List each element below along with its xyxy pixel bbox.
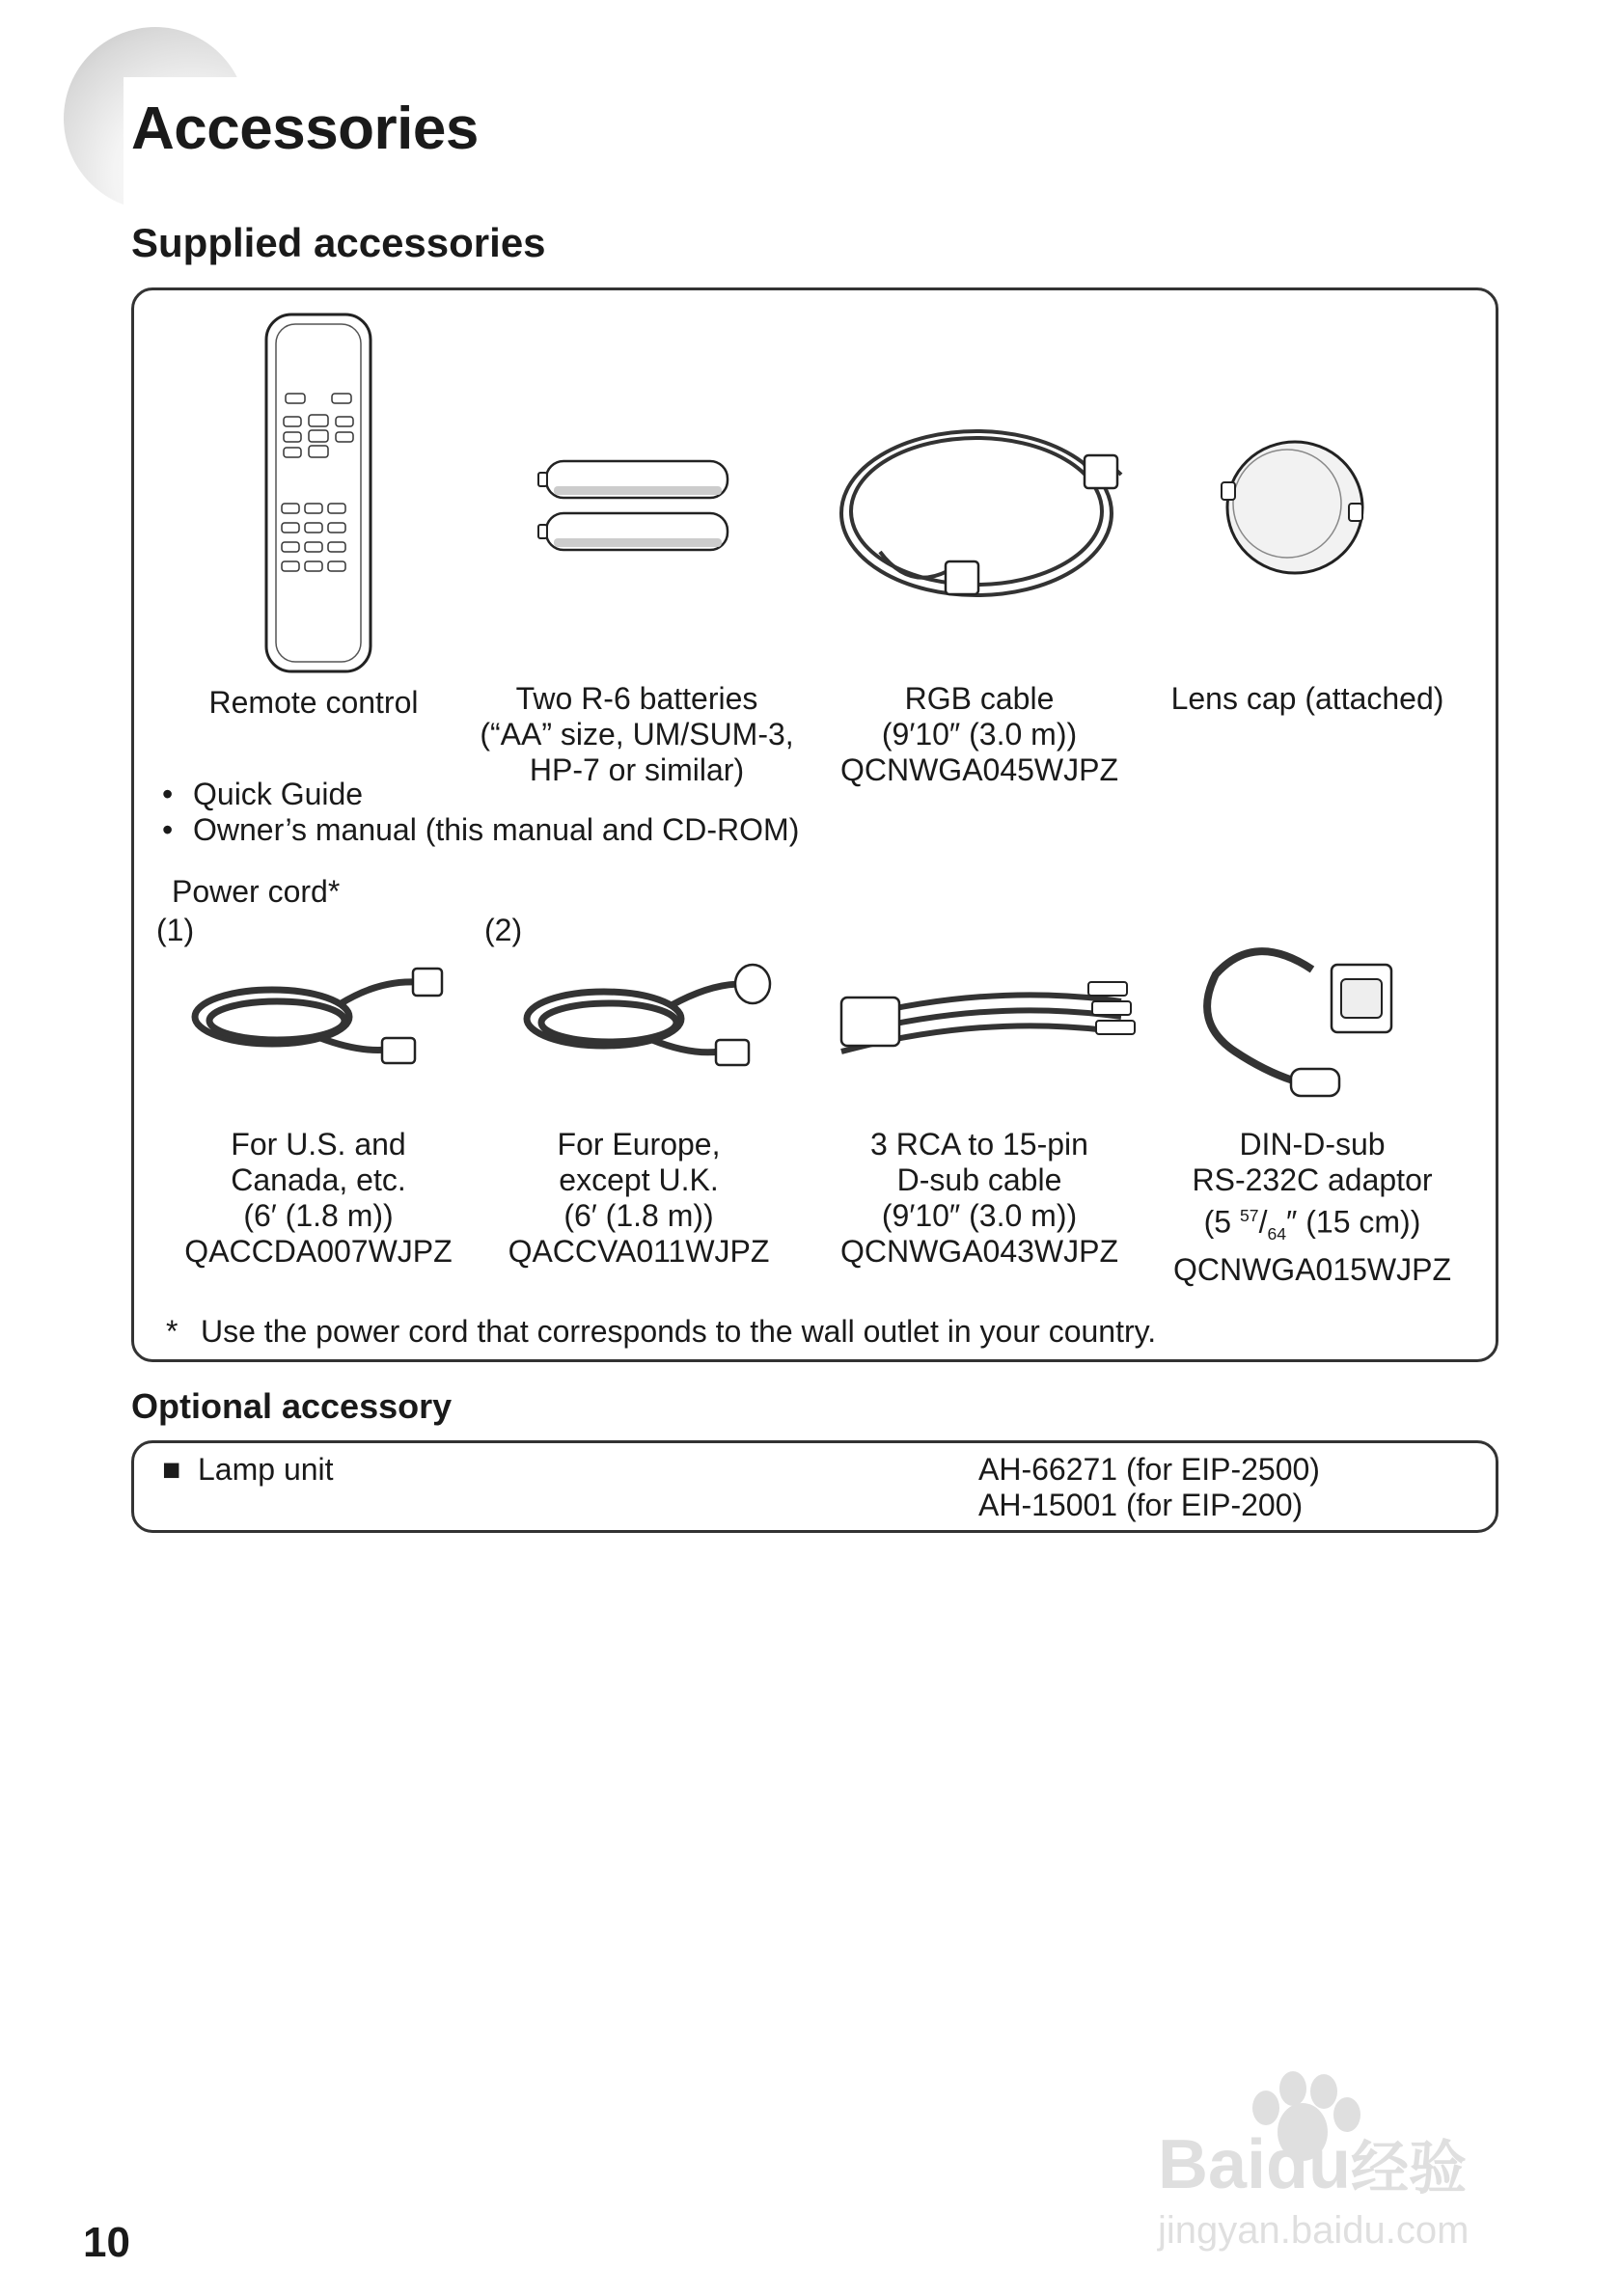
caption-line: RGB cable xyxy=(904,681,1055,716)
remote-control-icon xyxy=(261,311,376,677)
caption-line: HP-7 or similar) xyxy=(529,752,745,787)
caption-line xyxy=(1153,1198,1471,1252)
power-cord-eu-icon xyxy=(517,955,778,1080)
caption-line: For Europe, xyxy=(557,1127,721,1162)
caption-line: (6′ (1.8 m)) xyxy=(563,1198,714,1233)
caption-line: DIN-D-sub xyxy=(1239,1127,1386,1162)
footnote: Use the power cord that corresponds to the wall outlet in your country. xyxy=(201,1314,1157,1349)
lens-cap-caption xyxy=(1153,681,1462,717)
optional-bullet: ■ xyxy=(162,1452,181,1487)
lens-cap-icon xyxy=(1218,434,1372,579)
caption-line: QCNWGA045WJPZ xyxy=(839,752,1119,787)
optional-item: Lamp unit xyxy=(198,1452,334,1487)
caption-line: (9′10″ (3.0 m)) xyxy=(881,717,1078,752)
list-item: • Quick Guide xyxy=(158,777,799,812)
caption-line: RS-232C adaptor xyxy=(1192,1162,1433,1197)
caption-line: (6′ (1.8 m)) xyxy=(243,1198,394,1233)
remote-control-caption xyxy=(188,685,439,721)
watermark-url: jingyan.baidu.com xyxy=(1158,2209,1470,2252)
fraction-denominator: 64 xyxy=(1267,1224,1287,1244)
caption-line: QACCVA011WJPZ xyxy=(508,1234,770,1269)
list-item: • Owner’s manual (this manual and CD-ROM) xyxy=(158,812,799,848)
din-adaptor-icon xyxy=(1196,926,1428,1109)
rca-cable-icon xyxy=(832,969,1150,1075)
caption-line: 3 RCA to 15-pin xyxy=(870,1127,1088,1162)
cord-2-label: (2) xyxy=(484,913,523,947)
caption-line: D-sub cable xyxy=(896,1162,1062,1197)
fraction-numerator: 57 xyxy=(1239,1206,1259,1225)
watermark xyxy=(1158,2064,1544,2257)
fraction-slash: / xyxy=(1258,1204,1268,1240)
power-cord-eu-caption xyxy=(484,1127,793,1270)
page-title: Accessories xyxy=(131,96,479,162)
din-adaptor-caption xyxy=(1153,1127,1471,1288)
watermark-text: du xyxy=(1266,2126,1352,2203)
caption-line: QCNWGA043WJPZ xyxy=(839,1234,1119,1269)
batteries-caption xyxy=(463,681,810,788)
caption-line: For U.S. and xyxy=(231,1127,406,1162)
caption-line: QCNWGA015WJPZ xyxy=(1172,1252,1452,1288)
cord-1-label: (1) xyxy=(156,913,195,947)
section-title-supplied: Supplied accessories xyxy=(131,220,546,265)
page-number: 10 xyxy=(83,2219,130,2266)
caption-line: except U.K. xyxy=(559,1162,719,1197)
footnote-mark: * xyxy=(166,1314,179,1349)
caption-line: Lens cap (attached) xyxy=(1170,681,1444,716)
watermark-text: 经验 xyxy=(1351,2136,1468,2200)
caption-part: ″ (15 cm)) xyxy=(1286,1204,1421,1240)
rgb-cable-icon xyxy=(832,407,1131,610)
caption-line: QACCDA007WJPZ xyxy=(184,1234,453,1269)
power-cord-us-icon xyxy=(185,961,455,1077)
rgb-cable-caption xyxy=(825,681,1134,788)
document-list xyxy=(158,777,799,848)
batteries-icon xyxy=(536,453,734,560)
caption-line: (9′10″ (3.0 m)) xyxy=(881,1198,1078,1233)
caption-line: Two R-6 batteries xyxy=(515,681,758,716)
watermark-text: Bai xyxy=(1158,2126,1267,2203)
optional-model: AH-15001 (for EIP-200) xyxy=(978,1488,1304,1522)
caption-part: (5 xyxy=(1203,1204,1240,1240)
rca-cable-caption xyxy=(825,1127,1134,1270)
optional-model: AH-66271 (for EIP-2500) xyxy=(978,1452,1320,1487)
section-title-optional: Optional accessory xyxy=(131,1386,453,1426)
power-cord-label: Power cord* xyxy=(172,874,341,909)
caption-line: (“AA” size, UM/SUM-3, xyxy=(480,717,794,752)
power-cord-us-caption xyxy=(164,1127,473,1270)
caption-line: Remote control xyxy=(208,685,419,720)
caption-line: Canada, etc. xyxy=(231,1162,406,1197)
